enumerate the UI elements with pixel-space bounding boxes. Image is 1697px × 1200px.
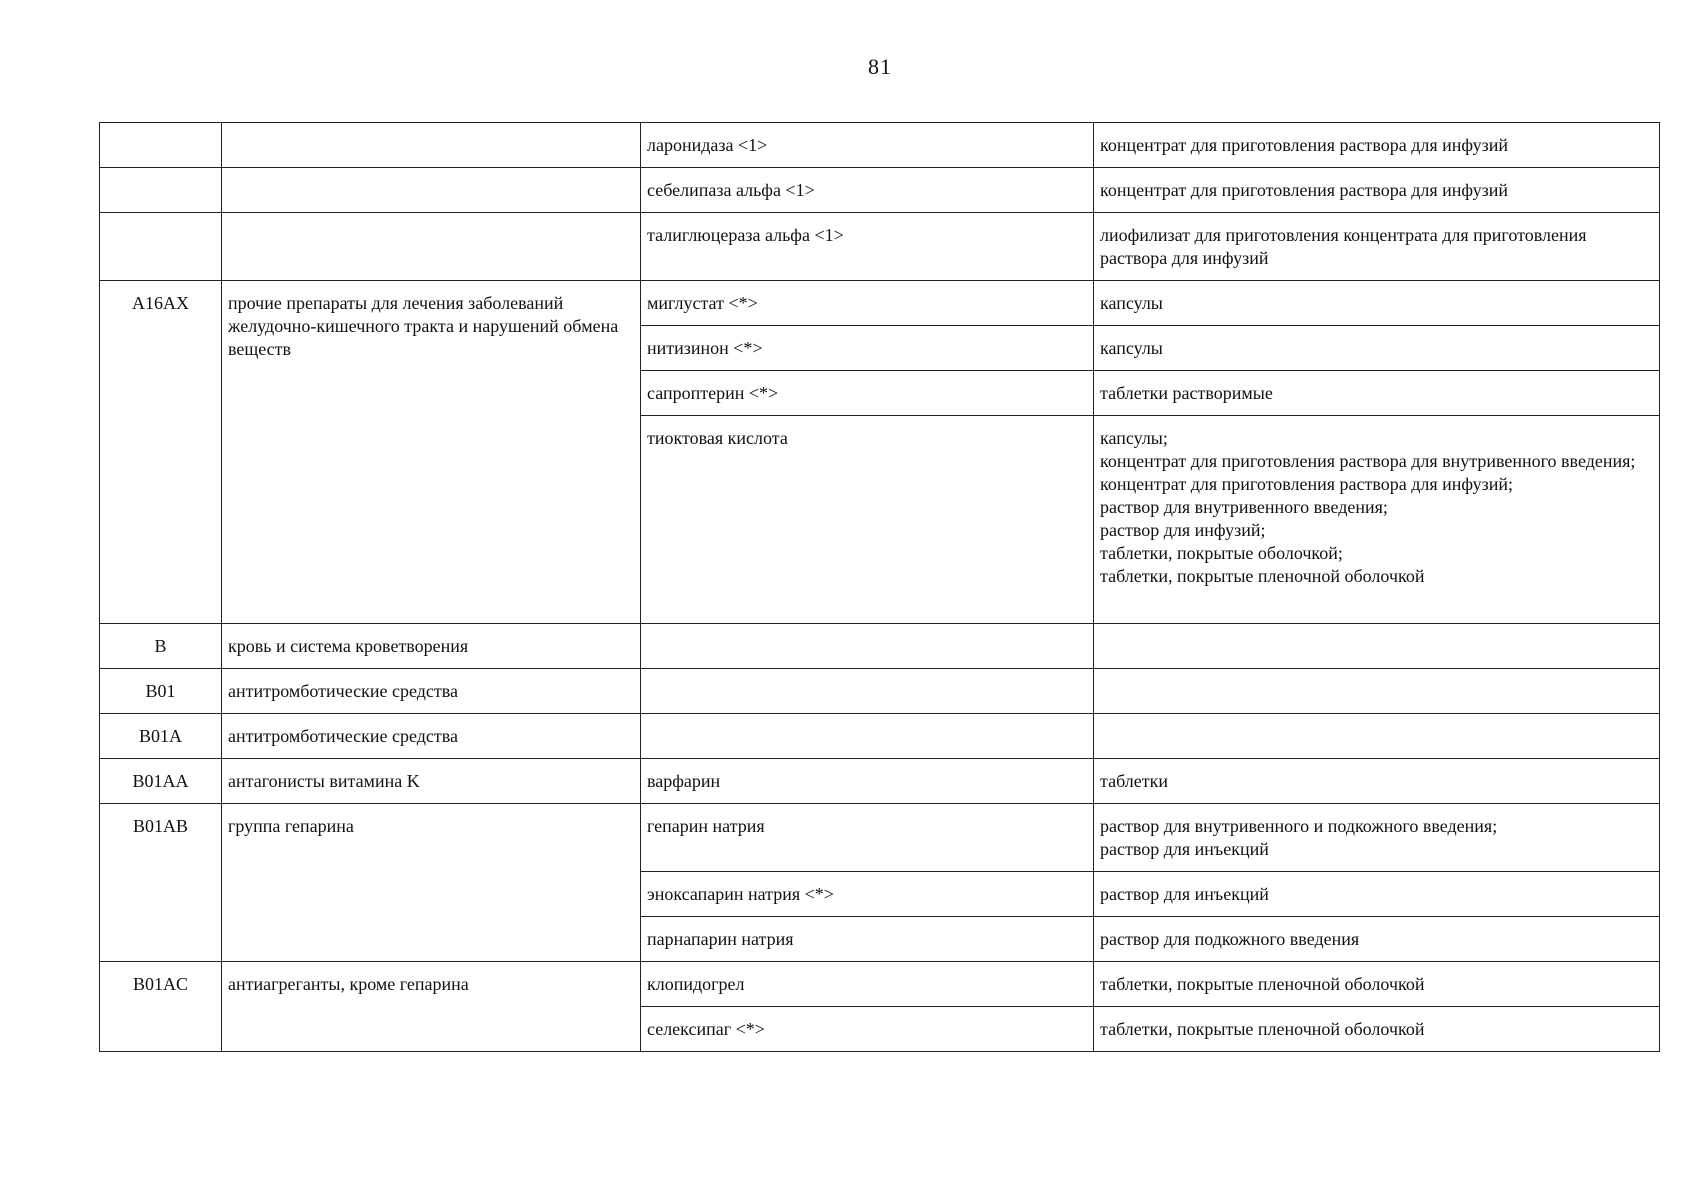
group-name-cell: антитромботические средства: [222, 669, 641, 714]
atc-code-cell: [100, 123, 222, 168]
drug-name-cell: талиглюцераза альфа <1>: [641, 213, 1094, 281]
table-row: [100, 804, 1660, 872]
dosage-form-cell: капсулы; концентрат для приготовления раствора для внутривенного введения; концентрат для приготовления раствора для инфузий; раствор для внутривенного введения; раствор для инфузий; таблетки, покрытые оболочкой; таблетки, покрытые пленочной оболочкой: [1094, 416, 1660, 624]
table-row: [100, 281, 1660, 326]
drug-name-cell: тиоктовая кислота: [641, 416, 1094, 624]
atc-code-cell: B01AB: [100, 804, 222, 962]
group-name-cell: антиагреганты, кроме гепарина: [222, 962, 641, 1052]
atc-code-cell: [100, 168, 222, 213]
dosage-form-cell: [1094, 714, 1660, 759]
dosage-form-cell: таблетки: [1094, 759, 1660, 804]
table-row: [100, 123, 1660, 168]
page-number: 81: [868, 54, 892, 79]
drug-name-cell: варфарин: [641, 759, 1094, 804]
drug-name-cell: [641, 624, 1094, 669]
table-row: [100, 714, 1660, 759]
drug-name-cell: [641, 714, 1094, 759]
dosage-form-cell: капсулы: [1094, 281, 1660, 326]
dosage-form-cell: таблетки, покрытые пленочной оболочкой: [1094, 962, 1660, 1007]
dosage-form-cell: раствор для внутривенного и подкожного введения; раствор для инъекций: [1094, 804, 1660, 872]
table-row: [100, 962, 1660, 1007]
dosage-form-cell: [1094, 624, 1660, 669]
drug-name-cell: парнапарин натрия: [641, 917, 1094, 962]
table-row: [100, 759, 1660, 804]
atc-code-cell: B: [100, 624, 222, 669]
group-name-cell: прочие препараты для лечения заболеваний желудочно-кишечного тракта и нарушений обмена веществ: [222, 281, 641, 624]
dosage-form-cell: капсулы: [1094, 326, 1660, 371]
atc-code-cell: B01AA: [100, 759, 222, 804]
drug-name-cell: гепарин натрия: [641, 804, 1094, 872]
dosage-form-cell: концентрат для приготовления раствора для инфузий: [1094, 168, 1660, 213]
atc-code-cell: B01A: [100, 714, 222, 759]
dosage-form-cell: раствор для инъекций: [1094, 872, 1660, 917]
drug-name-cell: сапроптерин <*>: [641, 371, 1094, 416]
table-row: [100, 669, 1660, 714]
drug-name-cell: ларонидаза <1>: [641, 123, 1094, 168]
dosage-form-cell: лиофилизат для приготовления концентрата для приготовления раствора для инфузий: [1094, 213, 1660, 281]
drug-name-cell: миглустат <*>: [641, 281, 1094, 326]
group-name-cell: антагонисты витамина K: [222, 759, 641, 804]
dosage-form-cell: таблетки растворимые: [1094, 371, 1660, 416]
drug-name-cell: клопидогрел: [641, 962, 1094, 1007]
group-name-cell: кровь и система кроветворения: [222, 624, 641, 669]
group-name-cell: [222, 123, 641, 168]
atc-code-cell: A16AX: [100, 281, 222, 624]
group-name-cell: [222, 168, 641, 213]
drug-name-cell: [641, 669, 1094, 714]
group-name-cell: антитромботические средства: [222, 714, 641, 759]
drug-name-cell: эноксапарин натрия <*>: [641, 872, 1094, 917]
dosage-form-cell: раствор для подкожного введения: [1094, 917, 1660, 962]
atc-code-cell: [100, 213, 222, 281]
dosage-form-cell: таблетки, покрытые пленочной оболочкой: [1094, 1007, 1660, 1052]
dosage-form-cell: концентрат для приготовления раствора для инфузий: [1094, 123, 1660, 168]
group-name-cell: [222, 213, 641, 281]
dosage-form-cell: [1094, 669, 1660, 714]
drug-name-cell: селексипаг <*>: [641, 1007, 1094, 1052]
atc-code-cell: B01AC: [100, 962, 222, 1052]
drug-name-cell: нитизинон <*>: [641, 326, 1094, 371]
table-row: [100, 624, 1660, 669]
drug-table: [99, 122, 1660, 1052]
table-row: [100, 168, 1660, 213]
atc-code-cell: B01: [100, 669, 222, 714]
drug-name-cell: себелипаза альфа <1>: [641, 168, 1094, 213]
table-row: [100, 213, 1660, 281]
group-name-cell: группа гепарина: [222, 804, 641, 962]
